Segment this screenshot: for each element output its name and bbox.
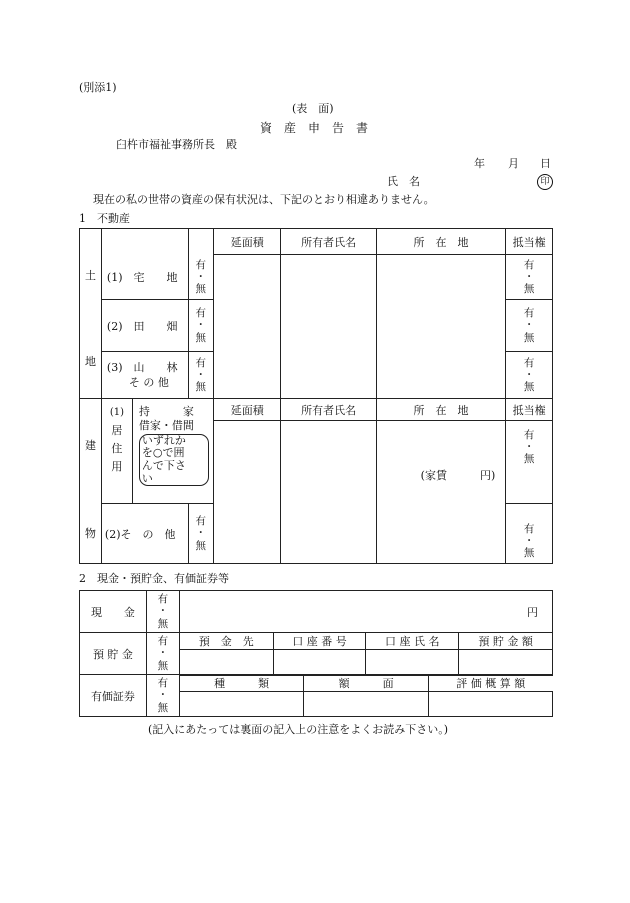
date-year: 年 <box>474 157 485 170</box>
building-location-field[interactable] <box>376 421 505 564</box>
cash-amount-field[interactable] <box>179 591 552 633</box>
savings-account-name-field[interactable] <box>366 650 459 675</box>
header-location: 所 在 地 <box>376 229 505 255</box>
land-item-2-label: (2) 田 畑 <box>101 300 188 352</box>
savings-account-no-field[interactable] <box>273 650 366 675</box>
savings-header-account-no: 口 座 番 号 <box>273 633 366 650</box>
cash-label: 現 金 <box>80 591 147 633</box>
securities-face-field[interactable] <box>304 692 428 716</box>
savings-yesno[interactable]: 有 ・ 無 <box>146 633 179 675</box>
land-item-2-yesno[interactable]: 有 ・ 無 <box>188 300 213 352</box>
land-item-1-label: (1) 宅 地 <box>101 229 188 300</box>
securities-header-estimate: 評 価 概 算 額 <box>429 675 553 692</box>
land-owner-field[interactable] <box>281 255 376 399</box>
header-owner-2: 所有者氏名 <box>281 399 376 421</box>
section1-heading: 1 不動産 <box>79 212 130 225</box>
building-owner-field[interactable] <box>281 421 376 564</box>
savings-amount-field[interactable] <box>459 650 553 675</box>
footnote: (記入にあたっては裏面の記入上の注意をよくお読み下さい。) <box>148 723 449 736</box>
savings-bank-field[interactable] <box>179 650 273 675</box>
rented-option[interactable]: 借家・借間 <box>138 419 194 433</box>
securities-label: 有価証券 <box>80 675 147 717</box>
section2-heading: 2 現金・預貯金、有価証券等 <box>79 572 229 585</box>
header-mortgage-2: 抵当権 <box>506 399 553 421</box>
building-label-bottom: 物 <box>84 527 96 540</box>
real-estate-table <box>79 228 553 564</box>
header-location-2: 所 在 地 <box>376 399 505 421</box>
land-mortgage-3[interactable]: 有 ・ 無 <box>506 352 553 399</box>
land-item-3-yesno[interactable]: 有 ・ 無 <box>188 352 213 399</box>
land-label-cell <box>80 229 102 399</box>
residence-label: (1) 居 住 用 <box>102 399 133 503</box>
header-area: 延面積 <box>213 229 281 255</box>
circle-instruction: いずれか を○で囲 んで下さ い <box>139 434 209 487</box>
securities-yesno[interactable]: 有 ・ 無 <box>146 675 179 717</box>
securities-header-face: 額 面 <box>304 675 429 692</box>
savings-label: 預 貯 金 <box>80 633 147 675</box>
building-label-cell <box>80 399 102 564</box>
cash-unit: 円 <box>527 605 538 619</box>
savings-header-amount: 預 貯 金 額 <box>459 633 553 650</box>
header-area-2: 延面積 <box>213 399 281 421</box>
header-mortgage: 抵当権 <box>506 229 553 255</box>
land-mortgage-2[interactable]: 有 ・ 無 <box>506 300 553 352</box>
rent-label: (家賃 円) <box>420 469 496 482</box>
cash-yesno[interactable]: 有 ・ 無 <box>146 591 179 633</box>
seal-icon <box>537 174 553 190</box>
building-label-top: 建 <box>84 439 96 452</box>
header-owner: 所有者氏名 <box>281 229 376 255</box>
owned-option[interactable]: 持 家 <box>138 405 194 418</box>
building-area-field[interactable] <box>213 421 281 564</box>
document-title: 資 産 申 告 書 <box>260 121 369 135</box>
securities-header-type: 種 類 <box>180 675 305 692</box>
savings-header-bank: 預 金 先 <box>179 633 273 650</box>
land-item-3-label: (3) 山 林 そ の 他 <box>101 352 188 399</box>
land-item-1-yesno[interactable]: 有 ・ 無 <box>188 229 213 300</box>
building-mortgage-1[interactable]: 有 ・ 無 <box>506 421 553 504</box>
seal-mark: 印 <box>537 174 553 190</box>
assets-table <box>79 590 553 717</box>
side-label: (表 面) <box>292 102 334 115</box>
name-label: 氏 名 <box>387 175 420 188</box>
attachment-label: (別添1) <box>79 81 117 94</box>
securities-type-field[interactable] <box>180 692 304 716</box>
land-label-top: 土 <box>84 269 96 282</box>
addressee: 臼杵市福祉事務所長 殿 <box>116 138 237 151</box>
date-month: 月 <box>508 157 519 170</box>
building-residence-cell <box>101 399 213 504</box>
securities-estimate-field[interactable] <box>429 692 552 716</box>
statement: 現在の私の世帯の資産の保有状況は、下記のとおり相違ありません。 <box>93 193 435 206</box>
savings-header-account-name: 口 座 氏 名 <box>366 633 459 650</box>
building-other-label: (2)そ の 他 <box>101 504 188 564</box>
land-area-field[interactable] <box>213 255 281 399</box>
building-other-yesno[interactable]: 有 ・ 無 <box>188 504 213 564</box>
land-mortgage-1[interactable]: 有 ・ 無 <box>506 255 553 300</box>
building-mortgage-2[interactable]: 有 ・ 無 <box>506 504 553 564</box>
date-day: 日 <box>540 157 551 170</box>
land-location-field[interactable] <box>376 255 505 399</box>
land-label-bottom: 地 <box>84 355 96 368</box>
